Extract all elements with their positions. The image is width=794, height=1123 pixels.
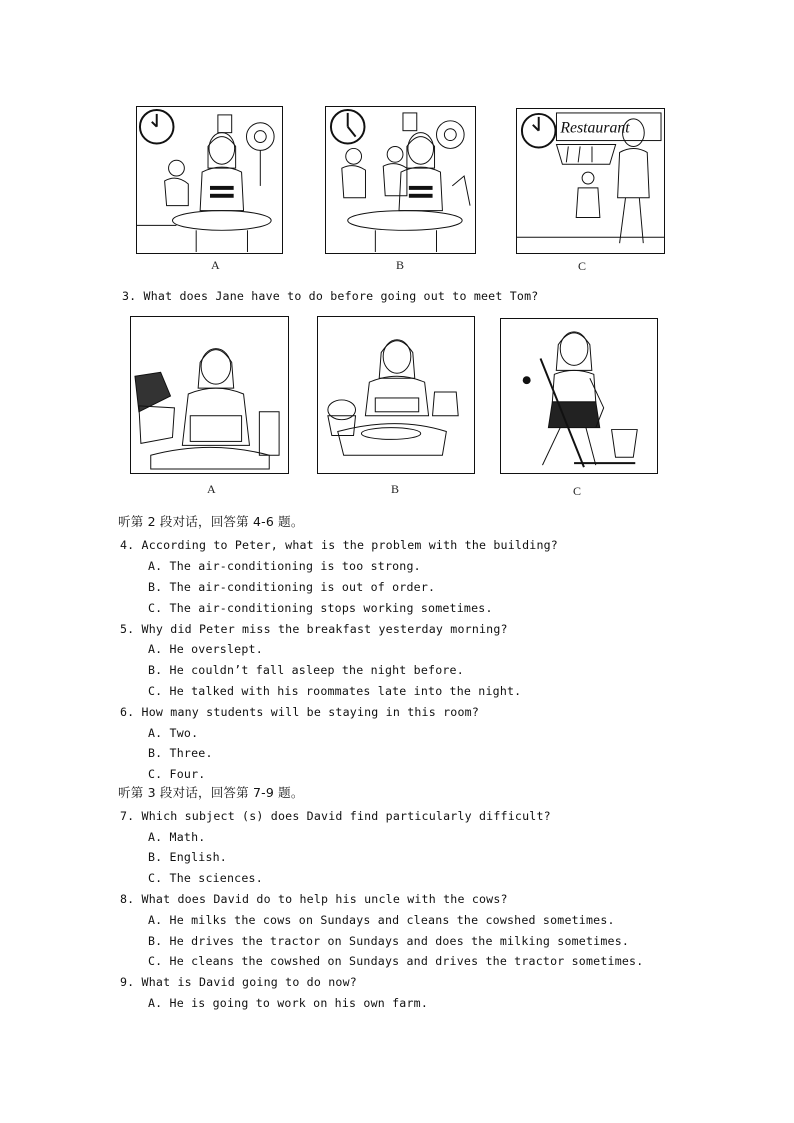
- question-6-option-b: B. Three.: [148, 746, 213, 760]
- picture-1b-cafe-clock: [325, 106, 476, 254]
- section-3-heading: 听第 3 段对话，回答第 7-9 题。: [118, 785, 304, 800]
- picture-1a-cafe-clock: [136, 106, 283, 254]
- picture-3b-washing-dishes: [317, 316, 475, 474]
- question-7-option-c: C. The sciences.: [148, 871, 263, 885]
- picture-label-3c: C: [573, 484, 582, 498]
- picture-3a-laundry: [130, 316, 289, 474]
- question-6-text: 6. How many students will be staying in this room?: [120, 705, 480, 719]
- question-8-option-b: B. He drives the tractor on Sundays and does the milking sometimes.: [148, 934, 630, 948]
- question-4-option-b: B. The air-conditioning is out of order.: [148, 580, 436, 594]
- picture-1c-restaurant-street: [516, 108, 665, 254]
- question-4-text: 4. According to Peter, what is the problem with the building?: [120, 538, 558, 552]
- question-8-text: 8. What does David do to help his uncle with the cows?: [120, 892, 508, 906]
- picture-label-1c: C: [578, 259, 587, 273]
- question-4-option-c: C. The air-conditioning stops working sometimes.: [148, 601, 493, 615]
- question-8-option-a: A. He milks the cows on Sundays and cleans the cowshed sometimes.: [148, 913, 615, 927]
- question-7-option-a: A. Math.: [148, 830, 206, 844]
- question-5-text: 5. Why did Peter miss the breakfast yesterday morning?: [120, 622, 508, 636]
- question-5-option-a: A. He overslept.: [148, 642, 263, 656]
- question-3-text: 3. What does Jane have to do before going out to meet Tom?: [122, 289, 539, 303]
- picture-label-1a: A: [211, 258, 220, 272]
- question-4-option-a: A. The air-conditioning is too strong.: [148, 559, 421, 573]
- section-2-heading: 听第 2 段对话，回答第 4-6 题。: [118, 514, 304, 529]
- picture-label-1b: B: [396, 258, 405, 272]
- question-8-option-c: C. He cleans the cowshed on Sundays and drives the tractor sometimes.: [148, 954, 644, 968]
- picture-label-3a: A: [207, 482, 216, 496]
- question-9-text: 9. What is David going to do now?: [120, 975, 357, 989]
- picture-3c-mopping-floor: [500, 318, 658, 474]
- question-7-text: 7. Which subject (s) does David find particularly difficult?: [120, 809, 551, 823]
- question-7-option-b: B. English.: [148, 850, 227, 864]
- question-6-option-a: A. Two.: [148, 726, 199, 740]
- question-5-option-c: C. He talked with his roommates late into the night.: [148, 684, 522, 698]
- question-9-option-a: A. He is going to work on his own farm.: [148, 996, 429, 1010]
- question-6-option-c: C. Four.: [148, 767, 206, 781]
- picture-label-3b: B: [391, 482, 400, 496]
- question-5-option-b: B. He couldn’t fall asleep the night before.: [148, 663, 464, 677]
- restaurant-sign-text: Restaurant: [560, 119, 630, 137]
